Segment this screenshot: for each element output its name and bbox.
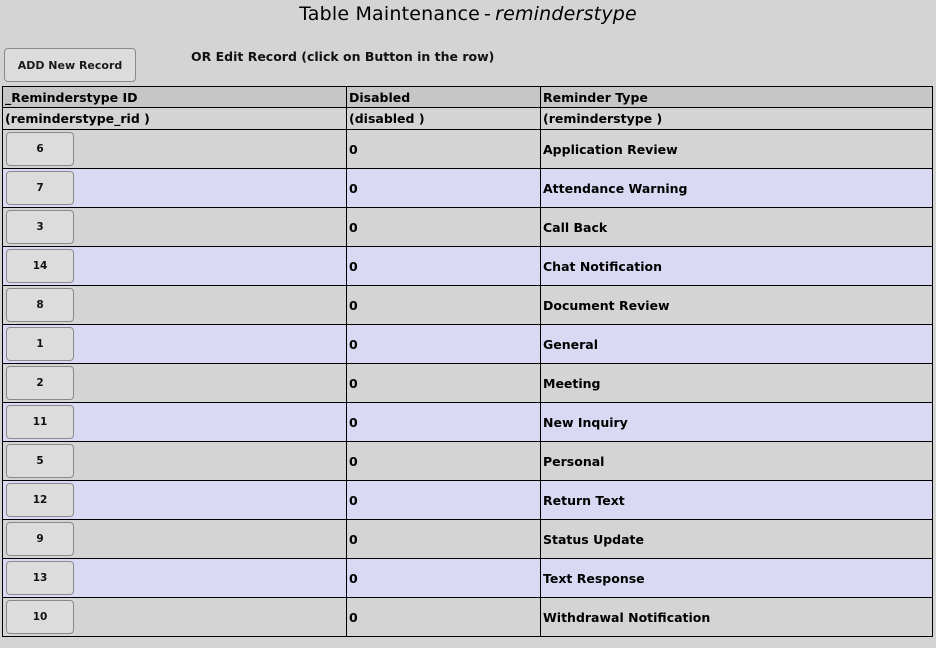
disabled-cell: 0 [347, 442, 541, 481]
disabled-cell: 0 [347, 520, 541, 559]
disabled-cell: 0 [347, 559, 541, 598]
table-row [3, 520, 933, 559]
edit-record-button[interactable]: 5 [6, 444, 74, 478]
table-row [3, 598, 933, 637]
field-name-id: (reminderstype_rid ) [3, 108, 347, 130]
page-title [0, 3, 936, 25]
id-cell [3, 247, 347, 286]
id-cell [3, 481, 347, 520]
id-cell [3, 520, 347, 559]
edit-record-button[interactable]: 1 [6, 327, 74, 361]
reminder-type-cell: Document Review [541, 286, 933, 325]
id-cell [3, 442, 347, 481]
edit-record-button[interactable]: 13 [6, 561, 74, 595]
edit-record-button[interactable]: 2 [6, 366, 74, 400]
id-cell [3, 130, 347, 169]
id-cell [3, 286, 347, 325]
reminder-type-cell: Meeting [541, 364, 933, 403]
column-header-row [3, 87, 933, 108]
table-name: reminderstype [495, 3, 637, 25]
title-separator: - [484, 3, 492, 25]
table-row [3, 247, 933, 286]
id-cell [3, 598, 347, 637]
add-new-record-button[interactable]: ADD New Record [4, 48, 136, 82]
table-row [3, 442, 933, 481]
field-name-row [3, 108, 933, 130]
column-header-id: _Reminderstype ID [3, 87, 347, 108]
disabled-cell: 0 [347, 130, 541, 169]
reminder-type-cell: Personal [541, 442, 933, 481]
edit-record-button[interactable]: 12 [6, 483, 74, 517]
table-row [3, 559, 933, 598]
id-cell [3, 364, 347, 403]
reminder-type-cell: New Inquiry [541, 403, 933, 442]
table-body [3, 130, 933, 637]
records-table [2, 86, 933, 637]
edit-record-button[interactable]: 11 [6, 405, 74, 439]
edit-record-button[interactable]: 14 [6, 249, 74, 283]
table-row [3, 286, 933, 325]
table-row [3, 403, 933, 442]
field-name-reminder-type: (reminderstype ) [541, 108, 933, 130]
table-row [3, 169, 933, 208]
edit-record-button[interactable]: 10 [6, 600, 74, 634]
table-row [3, 364, 933, 403]
id-cell [3, 559, 347, 598]
disabled-cell: 0 [347, 247, 541, 286]
edit-record-button[interactable]: 6 [6, 132, 74, 166]
disabled-cell: 0 [347, 208, 541, 247]
reminder-type-cell: General [541, 325, 933, 364]
column-header-disabled: Disabled [347, 87, 541, 108]
id-cell [3, 208, 347, 247]
disabled-cell: 0 [347, 325, 541, 364]
disabled-cell: 0 [347, 403, 541, 442]
table-row [3, 208, 933, 247]
table-row [3, 325, 933, 364]
disabled-cell: 0 [347, 169, 541, 208]
reminder-type-cell: Return Text [541, 481, 933, 520]
table-row [3, 481, 933, 520]
disabled-cell: 0 [347, 364, 541, 403]
edit-record-button[interactable]: 3 [6, 210, 74, 244]
field-name-disabled: (disabled ) [347, 108, 541, 130]
table-row [3, 130, 933, 169]
reminder-type-cell: Text Response [541, 559, 933, 598]
edit-record-button[interactable]: 8 [6, 288, 74, 322]
reminder-type-cell: Call Back [541, 208, 933, 247]
reminder-type-cell: Attendance Warning [541, 169, 933, 208]
column-header-reminder-type: Reminder Type [541, 87, 933, 108]
title-prefix: Table Maintenance [299, 3, 481, 25]
id-cell [3, 325, 347, 364]
disabled-cell: 0 [347, 481, 541, 520]
edit-record-button[interactable]: 7 [6, 171, 74, 205]
disabled-cell: 0 [347, 598, 541, 637]
id-cell [3, 403, 347, 442]
reminder-type-cell: Withdrawal Notification [541, 598, 933, 637]
edit-record-hint: OR Edit Record (click on Button in the row) [191, 49, 495, 64]
disabled-cell: 0 [347, 286, 541, 325]
reminder-type-cell: Chat Notification [541, 247, 933, 286]
reminder-type-cell: Application Review [541, 130, 933, 169]
reminder-type-cell: Status Update [541, 520, 933, 559]
id-cell [3, 169, 347, 208]
edit-record-button[interactable]: 9 [6, 522, 74, 556]
